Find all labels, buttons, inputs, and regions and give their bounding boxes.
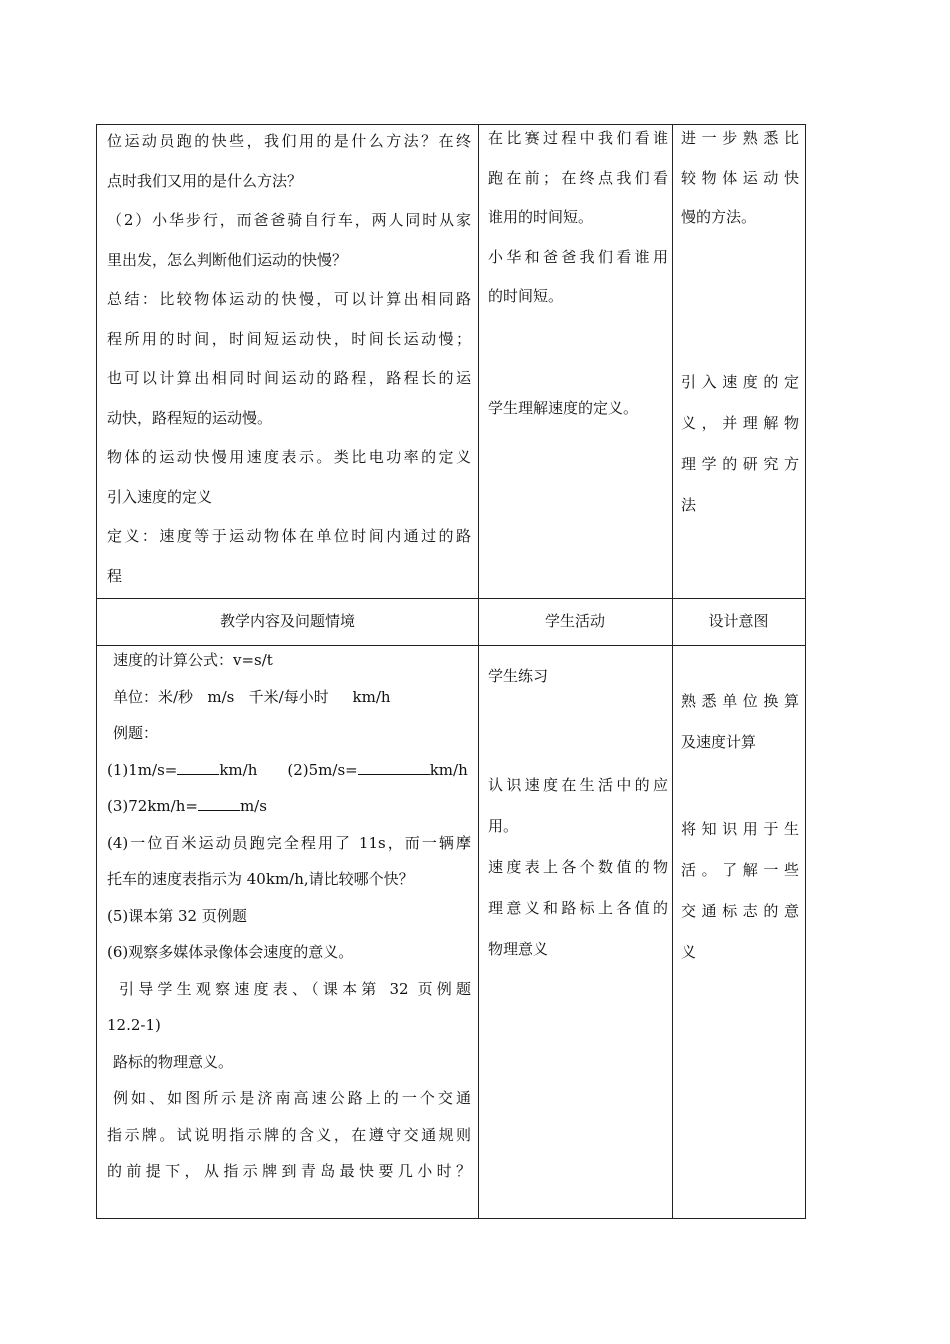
text-line: 也可以计算出相同时间运动的路程，路程长的运 — [107, 369, 471, 387]
text-line: 谁用的时间短。 — [488, 208, 594, 226]
exercise-line-1 — [107, 752, 471, 789]
text-line: 速度表上各个数值的物 — [488, 858, 668, 876]
text-line: 指示牌。试说明指示牌的含义，在遵守交通规则 — [107, 1125, 471, 1144]
text-line: 跑在前；在终点我们看 — [488, 168, 668, 187]
text-line: 点时我们又用的是什么方法？ — [107, 171, 303, 190]
row1-content-cell — [107, 122, 471, 596]
text-line: 物理意义 — [488, 940, 549, 958]
answer-blank — [198, 796, 240, 811]
answer-blank — [358, 760, 430, 775]
formula-line: 速度的计算公式：v=s/t — [113, 651, 273, 669]
text-line: 定义：速度等于运动物体在单位时间内通过的路 — [107, 527, 471, 545]
ex3-suffix: m/s — [239, 797, 267, 815]
text-line: 12.2-1) — [107, 1016, 161, 1034]
row1-intent-cell-lower — [681, 362, 799, 526]
text-line: 例如、如图所示是济南高速公路上的一个交通 — [113, 1089, 471, 1107]
ex3-prefix: (3)72km/h= — [107, 797, 198, 815]
text-line: 及速度计算 — [681, 733, 757, 751]
text-line: 理学的研究方 — [681, 455, 799, 473]
row1-intent-cell — [681, 119, 799, 238]
lesson-table — [96, 124, 806, 1219]
text-line: (4)一位百米运动员跑完全程用了 11s，而一辆摩 — [107, 833, 471, 852]
text-line: 物体的运动快慢用速度表示。类比电功率的定义 — [107, 448, 471, 466]
text-line: 学生练习 — [488, 667, 549, 685]
header-intent: 设计意图 — [708, 612, 769, 630]
exercise-line-3 — [107, 788, 471, 825]
text-line: 认识速度在生活中的应 — [488, 776, 668, 794]
text-line: 将知识用于生 — [681, 820, 799, 838]
text-line: 法 — [681, 496, 697, 514]
text-line: 引导学生观察速度表、（课本第 32 页例题 — [119, 979, 471, 998]
text-line: 活。了解一些 — [681, 861, 799, 879]
header-content: 教学内容及问题情境 — [219, 612, 355, 630]
column-divider-2 — [672, 125, 673, 1218]
ex2-prefix: (2)5m/s= — [287, 760, 358, 779]
row1-activity-cell — [488, 119, 668, 317]
text-line: 用。 — [488, 817, 519, 835]
text-line: 在比赛过程中我们看谁 — [488, 129, 668, 147]
unit-line: 单位：米/秒 m/s 千米/每小时 km/h — [113, 687, 391, 706]
text-line: 的时间短。 — [488, 287, 564, 305]
row3-activity-cell-lower — [488, 765, 668, 970]
text-line: 总结：比较物体运动的快慢，可以计算出相同路 — [107, 290, 471, 308]
ex2-suffix: km/h — [429, 760, 468, 779]
text-line: 进一步熟悉比 — [681, 129, 799, 147]
row3-intent-cell — [681, 681, 799, 763]
answer-blank — [177, 760, 219, 775]
text-line: 学生理解速度的定义。 — [488, 399, 639, 417]
text-line: (5)课本第 32 页例题 — [107, 906, 247, 925]
text-line: 动快，路程短的运动慢。 — [107, 408, 273, 427]
text-line: 引入速度的定义 — [107, 487, 213, 506]
text-line: 熟悉单位换算 — [681, 692, 799, 710]
text-line: 路标的物理意义。 — [113, 1052, 234, 1071]
text-line: 交通标志的意 — [681, 902, 799, 920]
text-line: 理意义和路标上各值的 — [488, 899, 668, 917]
ex1-prefix: (1)1m/s= — [107, 760, 178, 779]
text-line: 较物体运动快 — [681, 168, 799, 187]
text-line: 程 — [107, 566, 123, 585]
row3-content-cell — [107, 642, 471, 1190]
text-line: 义，并理解物 — [681, 414, 799, 432]
text-line: 程所用的时间，时间短运动快，时间长运动慢； — [107, 329, 471, 348]
text-line: (6)观察多媒体录像体会速度的意义。 — [107, 943, 354, 961]
column-divider-1 — [478, 125, 479, 1218]
text-line: 慢的方法。 — [681, 208, 757, 226]
row3-intent-cell-lower — [681, 809, 799, 973]
text-line: （2）小华步行，而爸爸骑自行车，两人同时从家 — [107, 211, 471, 229]
text-line: 的前提下，从指示牌到青岛最快要几小时？ — [107, 1162, 471, 1180]
text-line: 引入速度的定 — [681, 373, 799, 391]
text-line: 里出发，怎么判断他们运动的快慢？ — [107, 250, 348, 269]
text-line: 托车的速度表指示为 40km/h,请比较哪个快？ — [107, 870, 414, 888]
row3-activity-cell — [488, 665, 668, 687]
header-activity: 学生活动 — [544, 612, 605, 630]
ex1-suffix: km/h — [219, 760, 258, 779]
text-line: 位运动员跑的快些，我们用的是什么方法？在终 — [107, 132, 471, 150]
example-label: 例题： — [113, 724, 159, 742]
text-line: 义 — [681, 943, 697, 961]
text-line: 小华和爸爸我们看谁用 — [488, 247, 668, 266]
row1-activity-cell-lower — [488, 397, 668, 419]
